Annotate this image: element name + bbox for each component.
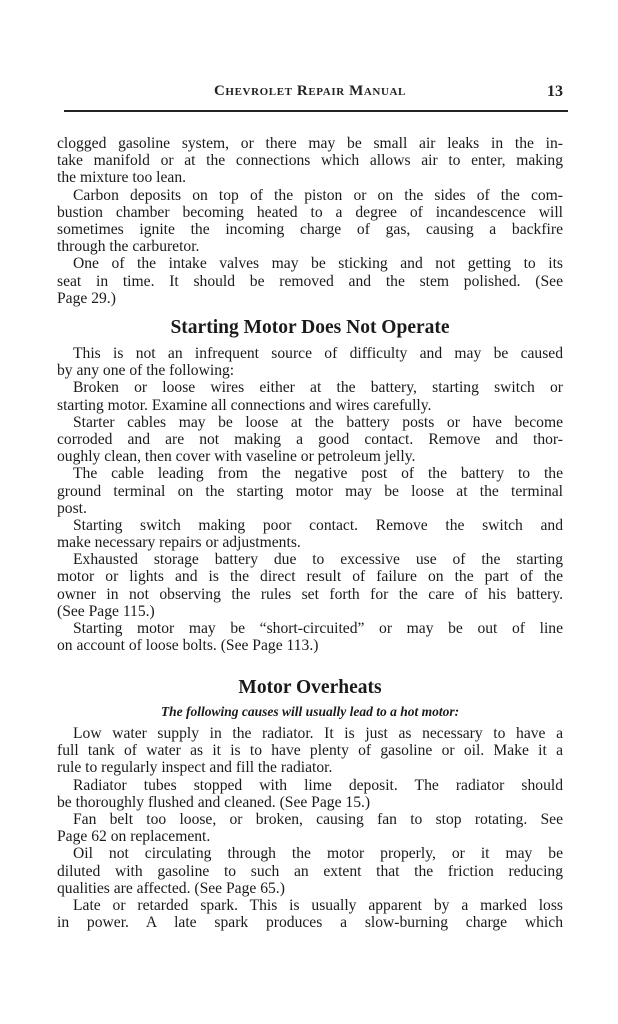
- paragraph: [57, 414, 563, 466]
- text-line: by any one of the following:: [57, 362, 235, 380]
- text-line: be thoroughly flushed and cleaned. (See Page 15.): [57, 793, 371, 811]
- paragraph: [57, 897, 563, 931]
- text-line: bustion chamber becoming heated to a degree of incandescence will: [57, 203, 563, 221]
- text-line: Oil not circulating through the motor properly, or it may be: [73, 845, 563, 863]
- text-line: starting motor. Examine all connections and wires carefully.: [57, 396, 432, 414]
- paragraph: [57, 811, 563, 845]
- text-line: diluted with gasoline to such an extent that the friction reducing: [57, 862, 563, 880]
- paragraph: [57, 777, 563, 811]
- text-line: through the carburetor.: [57, 238, 200, 256]
- text-line: on account of loose bolts. (See Page 113.): [57, 637, 319, 655]
- text-line: One of the intake valves may be sticking and not getting to its: [73, 255, 563, 273]
- section-heading-starting-motor: Starting Motor Does Not Operate: [170, 317, 450, 338]
- text-line: corroded and are not making a good contact. Remove and thor-: [57, 430, 563, 448]
- text-line: take manifold or at the connections which allows air to enter, making: [57, 152, 563, 170]
- text-line: (See Page 115.): [57, 602, 155, 620]
- text-line: motor or lights and is the direct result of failure on the part of the: [57, 568, 563, 586]
- text-line: owner in not observing the rules set forth for the care of his battery.: [57, 585, 563, 603]
- paragraph: [57, 187, 563, 256]
- text-line: Radiator tubes stopped with lime deposit. The radiator should: [73, 776, 563, 794]
- section-heading-motor-overheats: Motor Overheats: [238, 677, 382, 698]
- running-header-title: Chevrolet Repair Manual: [214, 83, 406, 99]
- text-line: Broken or loose wires either at the battery, starting switch or: [73, 379, 563, 397]
- paragraph: [57, 255, 563, 307]
- text-line: full tank of water as it is to have plenty of gasoline or oil. Make it a: [57, 742, 563, 760]
- text-line: Carbon deposits on top of the piston or on the sides of the com-: [73, 186, 563, 204]
- text-line: The cable leading from the negative post of the battery to the: [73, 465, 563, 483]
- text-line: This is not an infrequent source of difficulty and may be caused: [73, 345, 563, 362]
- text-line: Starting motor may be “short-circuited” or may be out of line: [73, 620, 563, 637]
- paragraph: [57, 551, 563, 620]
- paragraph: [57, 135, 563, 187]
- paragraph: [57, 620, 563, 654]
- paragraph: [57, 725, 563, 777]
- text-line: Exhausted storage battery due to excessive use of the starting: [73, 551, 563, 569]
- text-line: rule to regularly inspect and fill the radiator.: [57, 759, 333, 777]
- text-line: seat in time. It should be removed and the stem polished. (See: [57, 272, 563, 290]
- section-subheading: The following causes will usually lead to a hot motor:: [160, 704, 460, 719]
- text-line: Page 62 on replacement.: [57, 828, 211, 846]
- text-line: Starter cables may be loose at the battery posts or have become: [73, 413, 563, 431]
- paragraph: [57, 517, 563, 551]
- running-header: [57, 83, 563, 105]
- text-line: clogged gasoline system, or there may be small air leaks in the in-: [57, 135, 563, 152]
- section-intro-continued: [57, 135, 563, 307]
- paragraph: [57, 465, 563, 517]
- text-line: post.: [57, 499, 87, 517]
- text-line: Starting switch making poor contact. Remove the switch and: [73, 516, 563, 534]
- paragraph: [57, 845, 563, 897]
- text-line: ground terminal on the starting motor may be loose at the terminal: [57, 482, 563, 500]
- text-line: Fan belt too loose, or broken, causing fan to stop rotating. See: [73, 810, 563, 828]
- text-line: qualities are affected. (See Page 65.): [57, 879, 285, 897]
- section-starting-motor: [57, 345, 563, 654]
- text-line: the mixture too lean.: [57, 169, 187, 187]
- text-line: sometimes ignite the incoming charge of gas, causing a backfire: [57, 220, 563, 238]
- page-number: 13: [547, 83, 563, 100]
- header-rule: [64, 110, 568, 112]
- paragraph: [57, 379, 563, 413]
- section-motor-overheats: [57, 725, 563, 931]
- text-line: Low water supply in the radiator. It is just as necessary to have a: [73, 725, 563, 742]
- text-line: in power. A late spark produces a slow-burning charge which: [57, 914, 563, 932]
- text-line: Late or retarded spark. This is usually apparent by a marked loss: [73, 896, 563, 914]
- text-line: Page 29.): [57, 289, 116, 307]
- text-line: make necessary repairs or adjustments.: [57, 534, 301, 552]
- text-line: oughly clean, then cover with vaseline or petroleum jelly.: [57, 448, 416, 466]
- paragraph: [57, 345, 563, 379]
